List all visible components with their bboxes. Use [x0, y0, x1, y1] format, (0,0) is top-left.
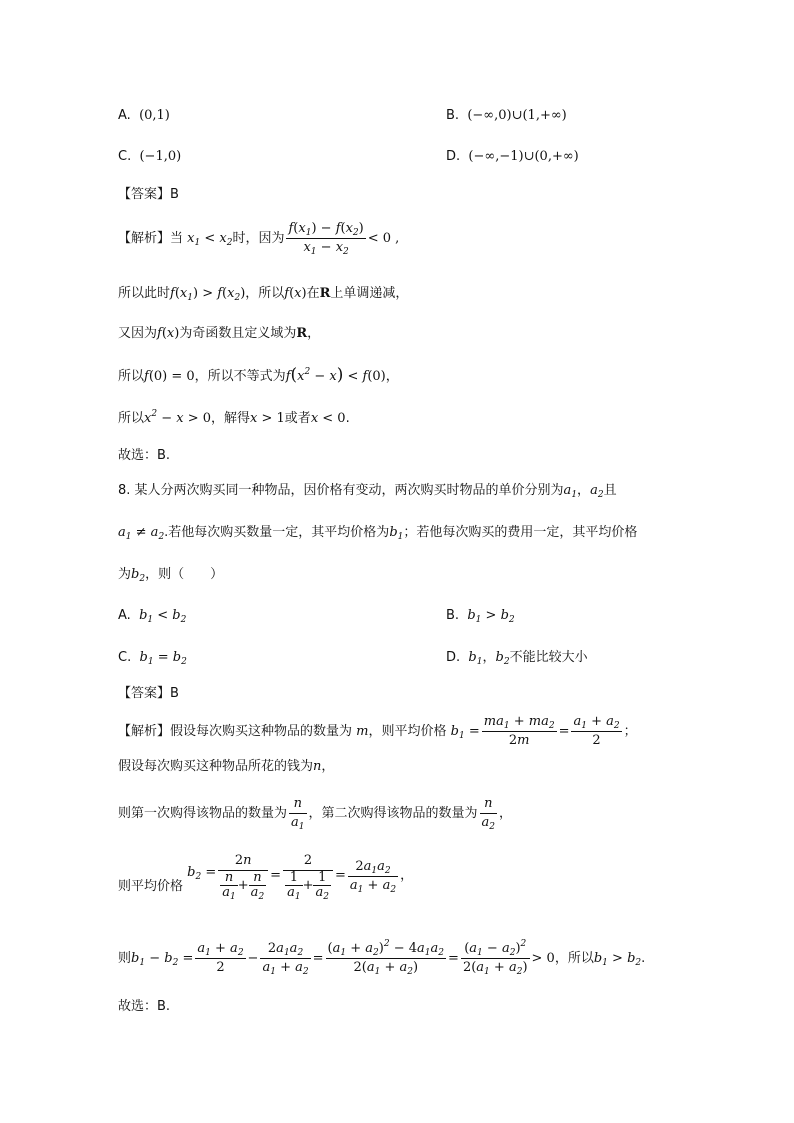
- text: 假设每次购买这种物品所花的钱为: [118, 759, 314, 774]
- fraction: $\frac{2a_1a_2}{a_1 + a_2}$: [262, 941, 309, 977]
- text: .若他每次购买数量一定，其平均价格为: [164, 525, 390, 540]
- q8-stem-line-2: $a_1 \ne a_2$.若他每次购买数量一定，其平均价格为$b_1$；若他每次购买的费用一定，其平均价格: [118, 525, 638, 542]
- text: 不能比较大小: [509, 650, 588, 665]
- text: ，所以不等式为: [194, 369, 286, 384]
- text: 上单调递减，: [330, 286, 409, 301]
- q8-solution-line-1: 【解析】 假设每次购买这种物品的数量为 m ，则平均价格 $b_1$ = $\frac{ma_1 + ma_2}{2m}$ = $\frac{a_1 + a_2}{2}$ ；: [118, 714, 637, 748]
- q8-solution-line-3: [118, 795, 512, 832]
- text: ，第二次购得该物品的数量为: [308, 805, 478, 821]
- option-label: C.: [118, 650, 132, 665]
- text: 当: [170, 230, 184, 246]
- text: 在: [306, 286, 320, 301]
- q8-option-c: C. $b_1 = b_2$: [118, 650, 187, 667]
- option-value: (−∞,0)∪(1,+∞): [467, 108, 567, 123]
- q8-stem-line-1: 8. 某人分两次购买同一种物品，因价格有变动，两次购买时物品的单价分别为$a_1$，$a_2$且: [118, 483, 617, 500]
- text: ，则（ ）: [145, 567, 224, 582]
- text: ，: [321, 759, 335, 774]
- fraction: $\frac{2a_1a_2}{a_1 + a_2}$: [349, 858, 397, 895]
- q8-choose: 故选：B.: [118, 999, 171, 1014]
- text: ，: [385, 369, 399, 384]
- text: ，解得: [211, 411, 251, 426]
- text: ，所以: [554, 950, 594, 966]
- text: ，: [577, 483, 591, 498]
- option-label: B.: [446, 108, 460, 123]
- text: 或者: [284, 411, 311, 426]
- option-value: (−1,0): [139, 149, 182, 164]
- text: ，则平均价格: [368, 723, 447, 739]
- q8-answer: 【答案】B: [118, 686, 179, 701]
- q7-solution-line-5: 所以$x^2 - x > 0$，解得x > 1或者x < 0.: [118, 409, 350, 426]
- q8-stem-line-3: 为$b_2$，则（ ）: [118, 567, 224, 584]
- q7-option-b: [446, 107, 567, 125]
- complex-fraction: 2n $\frac{n}{a_1}$ + $\frac{n}{a_2}$: [218, 852, 268, 900]
- option-value: (0,1): [139, 108, 170, 123]
- solution-tag: 【解析】: [118, 230, 171, 246]
- q8-solution-line-2: 假设每次购买这种物品所花的钱为n，: [118, 759, 335, 774]
- q7-solution-line-2: 所以此时$f(x_1) > f(x_2)$，所以f(x)在R上单调递减，: [118, 286, 409, 303]
- q7-solution-line-3: 又因为f(x)为奇函数且定义域为R，: [118, 326, 321, 341]
- option-label: D.: [446, 650, 461, 665]
- q7-solution-line-1: 【解析】 当 $x_1 < x_2$ 时，因为 $\frac{f(x_1) - f(x_2)}{x_1 - x_2}$ < 0 ,: [118, 221, 400, 257]
- q8-solution-line-5: 则 $b_1 - b_2$ = $\frac{a_1 + a_2}{2}$ − $\frac{2a_1a_2}{a_1 + a_2}$ = $\frac{(a_1 + a_2)^2 - 4a_1a_2}{2(a_1 + a_2)}$ = $\frac{(a_1 - a_2)^2}{2(a_1 + a_2)}$ > 0 ，所以 $b_1 > b_2$ .: [118, 939, 646, 977]
- text: 所以: [118, 369, 145, 384]
- text: ，: [307, 326, 321, 341]
- fraction: $\frac{n}{a_1}$: [291, 796, 305, 832]
- option-label: D.: [446, 149, 461, 164]
- text: ；若他每次购买的费用一定，其平均价格: [403, 525, 638, 540]
- text: ，: [499, 805, 513, 821]
- q8-option-b: B. $b_1 > b_2$: [446, 608, 515, 625]
- q7-solution-line-4: 所以f(0) = 0，所以不等式为$f(x^2 - x) < f(0)$，: [118, 365, 399, 385]
- option-label: B.: [446, 608, 460, 623]
- text: 所以此时: [118, 286, 171, 301]
- option-label: C.: [118, 149, 132, 164]
- text: 且: [603, 483, 617, 498]
- difference-quotient: $\frac{f(x_1) - f(x_2)}{x_1 - x_2}$: [288, 221, 364, 257]
- text: 所以: [118, 411, 145, 426]
- complex-fraction: 2 $\frac{1}{a_1}$ + $\frac{1}{a_2}$: [283, 852, 333, 900]
- q7-answer: 【答案】B: [118, 187, 179, 202]
- option-value: (−∞,−1)∪(0,+∞): [468, 149, 579, 164]
- q7-option-a: [118, 107, 170, 125]
- text: 时，因为: [232, 230, 285, 246]
- q8-option-a: A. $b_1 < b_2$: [118, 608, 187, 625]
- text: 假设每次购买这种物品的数量为: [170, 723, 353, 739]
- text: .: [345, 411, 350, 426]
- text: 则平均价格: [118, 879, 184, 894]
- text: 则第一次购得该物品的数量为: [118, 805, 288, 821]
- fraction: $\frac{(a_1 + a_2)^2 - 4a_1a_2}{2(a_1 + a_2)}$: [327, 939, 445, 977]
- q8-solution-line-4: 则平均价格 $b_2$ = 2n $\frac{n}{a_1}$ + $\frac{n}{a_2}$ = 2 $\frac{1}{a_1}$ + $\frac{1}{a_2}$ = $\frac{2a_1a_2}{a_1 + a_2}$ ，: [118, 853, 414, 902]
- q7-option-d: [446, 148, 579, 166]
- text: 为: [118, 567, 132, 582]
- solution-tag: 【解析】: [118, 723, 171, 739]
- text: 则: [118, 950, 132, 966]
- text: ，: [400, 868, 414, 883]
- text: ，: [482, 650, 496, 665]
- text: 8. 某人分两次购买同一种物品，因价格有变动，两次购买时物品的单价分别为: [118, 483, 564, 498]
- q8-option-d: D. $b_1$，$b_2$不能比较大小: [446, 650, 588, 667]
- q7-choose: 故选：B.: [118, 448, 171, 463]
- fraction: $\frac{(a_1 - a_2)^2}{2(a_1 + a_2)}$: [462, 939, 528, 977]
- fraction: $\frac{n}{a_2}$: [481, 796, 496, 832]
- text: .: [641, 950, 646, 966]
- option-label: A.: [118, 108, 131, 123]
- q7-option-c: [118, 148, 181, 166]
- fraction: $\frac{a_1 + a_2}{2}$: [573, 714, 620, 748]
- text: 为奇函数且定义域为: [179, 326, 297, 341]
- text: 又因为: [118, 326, 158, 341]
- text: ，所以: [245, 286, 285, 301]
- option-label: A.: [118, 608, 131, 623]
- text: ；: [623, 723, 637, 739]
- fraction: $\frac{a_1 + a_2}{2}$: [197, 941, 244, 975]
- fraction: $\frac{ma_1 + ma_2}{2m}$: [483, 714, 555, 748]
